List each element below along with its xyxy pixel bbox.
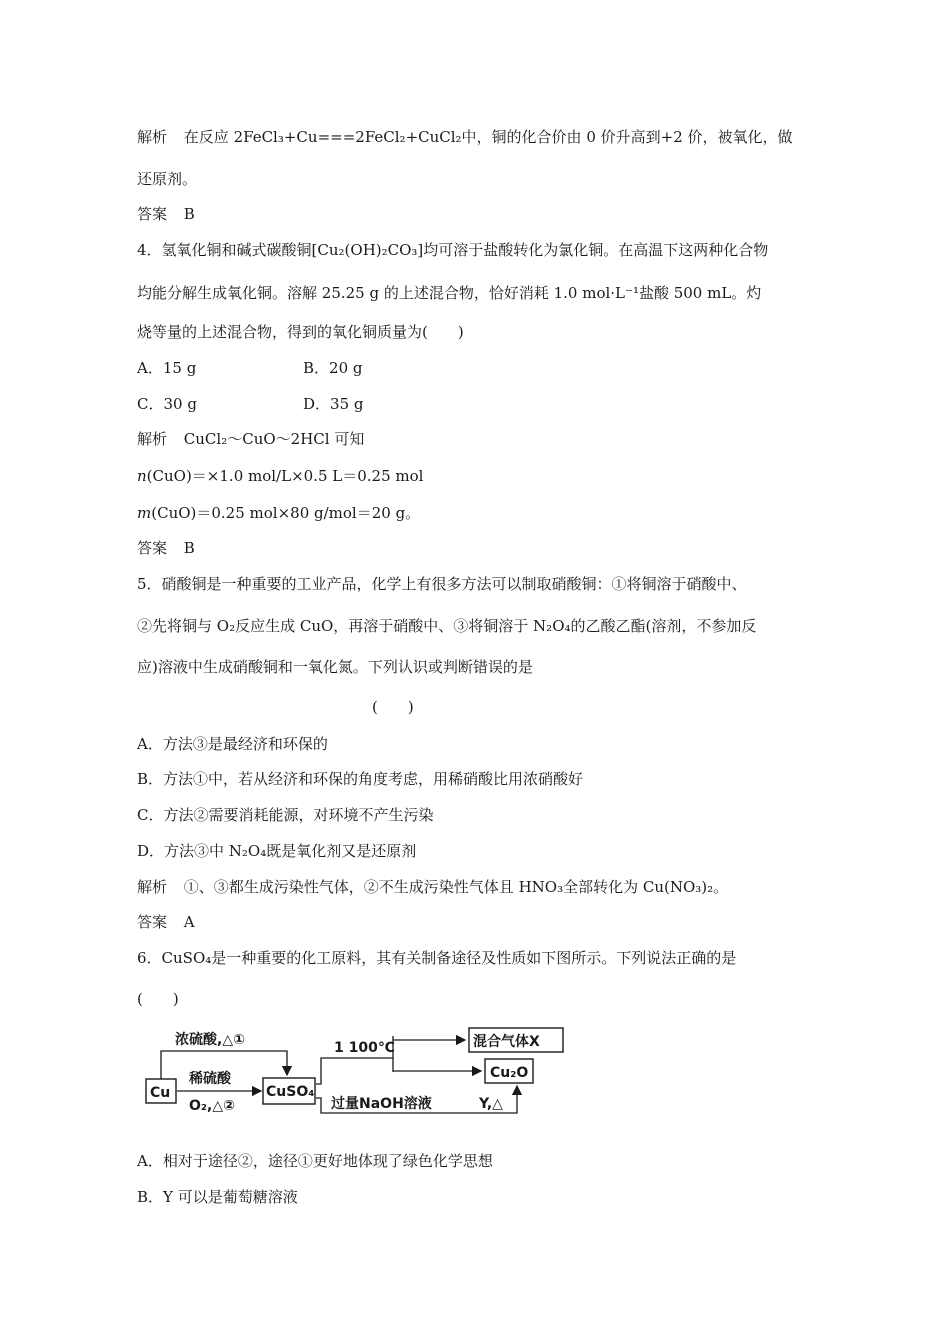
q5-option-d: D．方法③中 N₂O₄既是氧化剂又是还原剂 (137, 842, 417, 860)
q6-stem-line1: 6．CuSO₄是一种重要的化工原料，其有关制备途径及性质如下图所示。下列说法正确的是 (137, 949, 737, 967)
q3-analysis-line1: 解析 在反应 2FeCl₃+Cu===2FeCl₂+CuCl₂中，铜的化合价由 0 价升高到+2 价，被氧化，做 (137, 128, 793, 146)
q4-option-b: B．20 g (303, 359, 363, 377)
q4-stem-line1: 4．氢氧化铜和碱式碳酸铜[Cu₂(OH)₂CO₃]均可溶于盐酸转化为氯化铜。在高温下这两种化合物 (137, 241, 769, 259)
q5-option-a: A．方法③是最经济和环保的 (137, 735, 328, 753)
q4-analysis-label: 解析 (137, 430, 168, 448)
q4-analysis-line3: m(CuO)＝0.25 mol×80 g/mol＝20 g。 (137, 504, 421, 522)
q3-analysis-line2: 还原剂。 (137, 170, 198, 188)
route2-top-label: 稀硫酸 (189, 1071, 231, 1087)
heat-branch-line (316, 1058, 393, 1084)
q4-stem-line2: 均能分解生成氧化铜。溶解 25.25 g 的上述混合物，恰好消耗 1.0 mol·L⁻¹盐酸 500 mL。灼 (137, 284, 762, 302)
q6-answer-blank: ( ) (137, 990, 179, 1008)
q4-analysis-line1: 解析 CuCl₂～CuO～2HCl 可知 (137, 430, 365, 448)
q5-option-b: B．方法①中，若从经济和环保的角度考虑，用稀硝酸比用浓硝酸好 (137, 770, 584, 788)
temp-label: 1 100℃ (334, 1040, 395, 1056)
q5-stem-line2: ②先将铜与 O₂反应生成 CuO，再溶于硝酸中、③将铜溶于 N₂O₄的乙酸乙酯(溶剂，不参加反 (137, 617, 757, 635)
q4-answer-value: B (183, 539, 195, 557)
q4-option-c: C．30 g (137, 395, 197, 413)
route1-label: 浓硫酸,△① (175, 1032, 245, 1048)
y-label: Y,△ (479, 1096, 503, 1112)
cu2o-label: Cu₂O (490, 1065, 529, 1081)
q5-analysis-line1: 解析 ①、③都生成污染性气体，②不生成污染性气体且 HNO₃全部转化为 Cu(NO₃)₂。 (137, 878, 729, 896)
q5-stem-line1: 5．硝酸铜是一种重要的工业产品，化学上有很多方法可以制取硝酸铜：①将铜溶于硝酸中、 (137, 575, 747, 593)
q3-answer (137, 204, 195, 224)
gas-x-arrow (393, 1036, 465, 1072)
q5-analysis-label: 解析 (137, 878, 168, 896)
q5-option-c: C．方法②需要消耗能源，对环境不产生污染 (137, 806, 434, 824)
q5-answer (137, 912, 195, 932)
q4-option-d: D．35 g (303, 395, 364, 413)
route2-bottom-label: O₂,△② (189, 1098, 235, 1114)
q4-answer-label: 答案 (137, 539, 168, 557)
q6-option-a: A．相对于途径②，途径①更好地体现了绿色化学思想 (137, 1152, 493, 1170)
cu-label: Cu (150, 1085, 171, 1101)
naoh-label: 过量NaOH溶液 (331, 1096, 432, 1112)
q4-analysis-line2: n(CuO)＝×1.0 mol/L×0.5 L＝0.25 mol (137, 467, 424, 485)
q5-answer-value: A (183, 913, 195, 931)
gas-x-label: 混合气体X (473, 1034, 540, 1050)
q5-answer-blank: ( ) (372, 698, 414, 716)
q5-stem-line3: 应)溶液中生成硝酸铜和一氧化氮。下列认识或判断错误的是 (137, 658, 533, 676)
q4-answer (137, 538, 195, 558)
q4-option-a: A．15 g (137, 359, 197, 377)
q3-answer-value: B (183, 205, 195, 223)
q5-answer-label: 答案 (137, 913, 168, 931)
q3-answer-label: 答案 (137, 205, 168, 223)
cuso4-label: CuSO₄ (266, 1084, 315, 1100)
cuso4-flow-diagram (145, 1022, 575, 1122)
q6-option-b: B．Y 可以是葡萄糖溶液 (137, 1188, 298, 1206)
q4-stem-line3: 烧等量的上述混合物，得到的氧化铜质量为( ) (137, 323, 464, 341)
q3-analysis-label: 解析 (137, 128, 168, 146)
